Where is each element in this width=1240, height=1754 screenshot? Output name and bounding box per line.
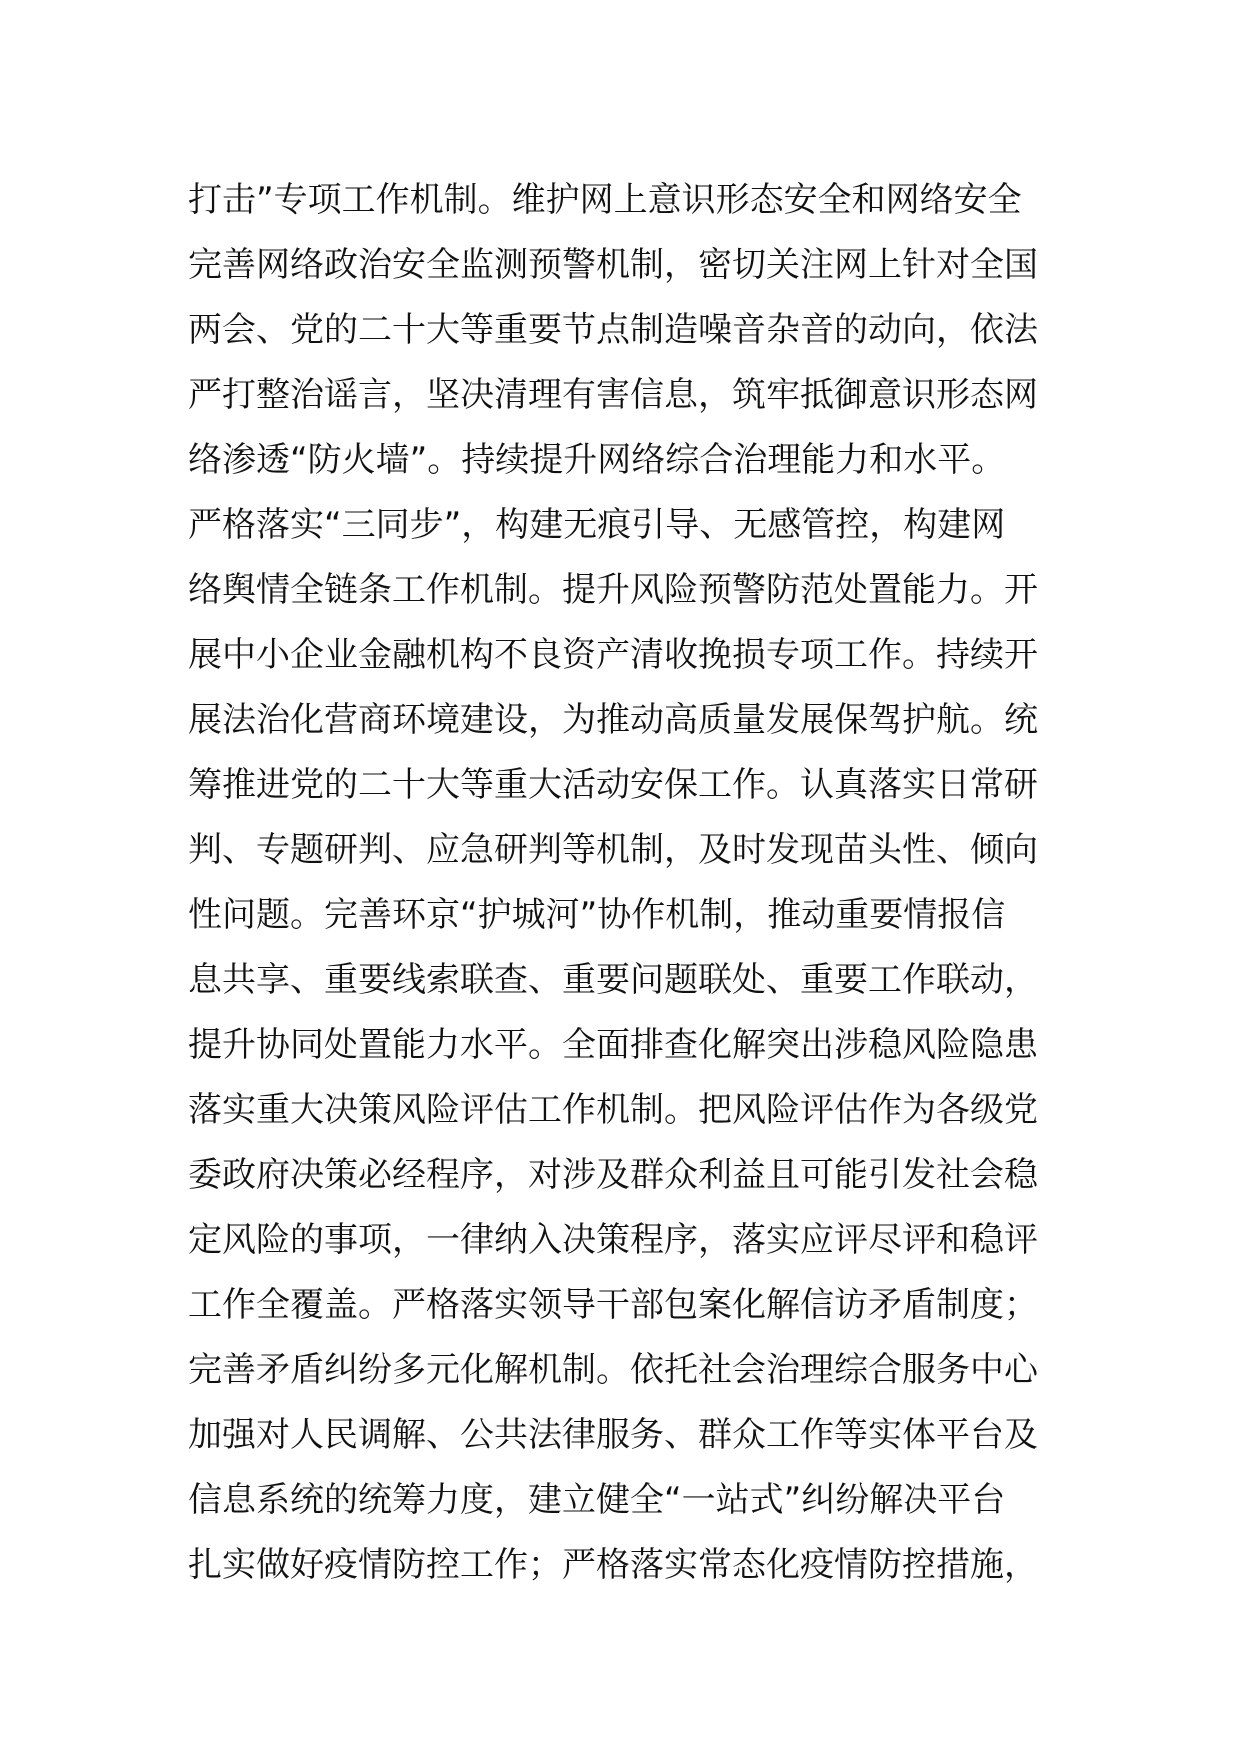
text-line: 提升协同处置能力水平。全面排查化解突出涉稳风险隐患 — [188, 1025, 1038, 1065]
text-line: 展中小企业金融机构不良资产清收挽损专项工作。持续开 — [188, 635, 1038, 675]
text-line: 工作全覆盖。严格落实领导干部包案化解信访矛盾制度； — [188, 1285, 1038, 1325]
text-line: 络渗透“防火墙”。持续提升网络综合治理能力和水平。 — [188, 440, 1006, 480]
text-line: 定风险的事项，一律纳入决策程序，落实应评尽评和稳评 — [188, 1220, 1038, 1260]
text-line: 信息系统的统筹力度，建立健全“一站式”纠纷解决平台 — [188, 1480, 1006, 1520]
text-line: 性问题。完善环京“护城河”协作机制，推动重要情报信 — [188, 895, 1006, 935]
text-line: 落实重大决策风险评估工作机制。把风险评估作为各级党 — [188, 1090, 1038, 1130]
text-line: 扎实做好疫情防控工作；严格落实常态化疫情防控措施， — [188, 1545, 1038, 1585]
text-line: 完善矛盾纠纷多元化解机制。依托社会治理综合服务中心 — [188, 1350, 1038, 1390]
text-line: 打击”专项工作机制。维护网上意识形态安全和网络安全 — [188, 180, 1022, 220]
text-line: 两会、党的二十大等重要节点制造噪音杂音的动向，依法 — [188, 310, 1038, 350]
text-line: 委政府决策必经程序，对涉及群众利益且可能引发社会稳 — [188, 1155, 1038, 1195]
text-line: 判、专题研判、应急研判等机制，及时发现苗头性、倾向 — [188, 830, 1038, 870]
text-line: 展法治化营商环境建设，为推动高质量发展保驾护航。统 — [188, 700, 1038, 740]
text-line: 筹推进党的二十大等重大活动安保工作。认真落实日常研 — [188, 765, 1038, 805]
text-line: 加强对人民调解、公共法律服务、群众工作等实体平台及 — [188, 1415, 1038, 1455]
text-line: 息共享、重要线索联查、重要问题联处、重要工作联动， — [188, 960, 1038, 1000]
text-line: 严格落实“三同步”，构建无痕引导、无感管控，构建网 — [188, 505, 1006, 545]
body-text — [188, 168, 1068, 1598]
text-line: 严打整治谣言，坚决清理有害信息，筑牢抵御意识形态网 — [188, 375, 1038, 415]
text-line: 络舆情全链条工作机制。提升风险预警防范处置能力。开 — [188, 570, 1038, 610]
text-line: 完善网络政治安全监测预警机制，密切关注网上针对全国 — [188, 245, 1038, 285]
